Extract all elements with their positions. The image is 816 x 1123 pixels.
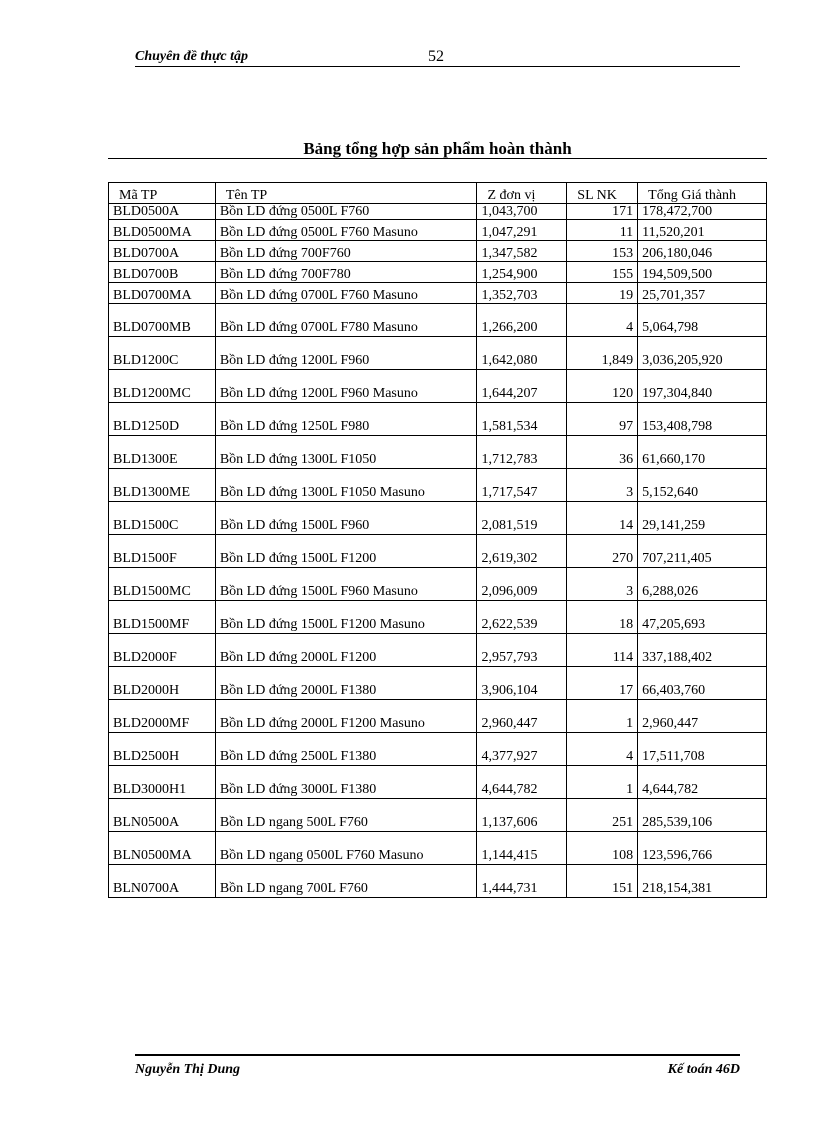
- cell-product-code: BLD1500MC: [109, 568, 216, 601]
- cell-total-cost: 178,472,700: [638, 204, 767, 220]
- cell-total-cost: 25,701,357: [638, 283, 767, 304]
- cell-product-name: Bồn LD đứng 0500L F760: [215, 204, 477, 220]
- table-row: [109, 204, 767, 220]
- column-header-code: Mã TP: [109, 183, 216, 204]
- column-header-total-cost: Tổng Giá thành: [638, 183, 767, 204]
- cell-total-cost: 2,960,447: [638, 700, 767, 733]
- cell-quantity: 270: [567, 535, 638, 568]
- cell-unit-cost: 1,352,703: [477, 283, 567, 304]
- cell-quantity: 151: [567, 865, 638, 898]
- cell-total-cost: 153,408,798: [638, 403, 767, 436]
- cell-quantity: 1: [567, 766, 638, 799]
- cell-total-cost: 337,188,402: [638, 634, 767, 667]
- cell-product-code: BLD1500MF: [109, 601, 216, 634]
- column-header-name: Tên TP: [215, 183, 477, 204]
- cell-product-name: Bồn LD đứng 2000L F1200: [215, 634, 477, 667]
- product-summary-table: [108, 182, 767, 898]
- cell-product-name: Bồn LD đứng 1300L F1050 Masuno: [215, 469, 477, 502]
- cell-product-name: Bồn LD đứng 0700L F760 Masuno: [215, 283, 477, 304]
- cell-product-code: BLN0500A: [109, 799, 216, 832]
- cell-product-code: BLD0700MA: [109, 283, 216, 304]
- table-row: [109, 304, 767, 337]
- class-name: Kế toán 46D: [667, 1062, 740, 1077]
- cell-product-name: Bồn LD đứng 1200L F960 Masuno: [215, 370, 477, 403]
- cell-product-code: BLD1500F: [109, 535, 216, 568]
- cell-quantity: 108: [567, 832, 638, 865]
- cell-quantity: 3: [567, 568, 638, 601]
- column-header-quantity: SL NK: [567, 183, 638, 204]
- table-row: [109, 502, 767, 535]
- cell-quantity: 1: [567, 700, 638, 733]
- cell-product-name: Bồn LD đứng 1500L F960 Masuno: [215, 568, 477, 601]
- cell-product-code: BLD1500C: [109, 502, 216, 535]
- cell-product-name: Bồn LD đứng 2000L F1380: [215, 667, 477, 700]
- cell-product-name: Bồn LD ngang 0500L F760 Masuno: [215, 832, 477, 865]
- table-header-row: [109, 183, 767, 204]
- cell-product-code: BLD0700MB: [109, 304, 216, 337]
- cell-product-code: BLD0700B: [109, 262, 216, 283]
- cell-total-cost: 6,288,026: [638, 568, 767, 601]
- table-row: [109, 766, 767, 799]
- cell-product-code: BLD2000F: [109, 634, 216, 667]
- cell-product-name: Bồn LD đứng 1300L F1050: [215, 436, 477, 469]
- cell-quantity: 3: [567, 469, 638, 502]
- cell-quantity: 114: [567, 634, 638, 667]
- cell-total-cost: 5,064,798: [638, 304, 767, 337]
- cell-unit-cost: 3,906,104: [477, 667, 567, 700]
- cell-quantity: 251: [567, 799, 638, 832]
- cell-product-name: Bồn LD đứng 0700L F780 Masuno: [215, 304, 477, 337]
- table-title: Bảng tổng hợp sản phẩm hoàn thành: [108, 139, 767, 159]
- cell-unit-cost: 2,096,009: [477, 568, 567, 601]
- cell-product-name: Bồn LD đứng 1500L F960: [215, 502, 477, 535]
- table-row: [109, 601, 767, 634]
- table-row: [109, 403, 767, 436]
- cell-unit-cost: 1,144,415: [477, 832, 567, 865]
- cell-product-name: Bồn LD đứng 0500L F760 Masuno: [215, 220, 477, 241]
- cell-total-cost: 707,211,405: [638, 535, 767, 568]
- cell-quantity: 36: [567, 436, 638, 469]
- cell-product-name: Bồn LD ngang 700L F760: [215, 865, 477, 898]
- cell-unit-cost: 1,266,200: [477, 304, 567, 337]
- cell-product-code: BLD2000MF: [109, 700, 216, 733]
- cell-product-code: BLD2500H: [109, 733, 216, 766]
- cell-product-name: Bồn LD đứng 1200L F960: [215, 337, 477, 370]
- cell-product-name: Bồn LD đứng 700F780: [215, 262, 477, 283]
- cell-total-cost: 5,152,640: [638, 469, 767, 502]
- cell-total-cost: 194,509,500: [638, 262, 767, 283]
- cell-total-cost: 3,036,205,920: [638, 337, 767, 370]
- cell-unit-cost: 1,047,291: [477, 220, 567, 241]
- table-row: [109, 799, 767, 832]
- table-row: [109, 568, 767, 601]
- cell-product-name: Bồn LD đứng 3000L F1380: [215, 766, 477, 799]
- table-row: [109, 865, 767, 898]
- cell-total-cost: 197,304,840: [638, 370, 767, 403]
- cell-quantity: 120: [567, 370, 638, 403]
- column-header-unit-cost: Z đơn vị: [477, 183, 567, 204]
- cell-quantity: 19: [567, 283, 638, 304]
- cell-total-cost: 47,205,693: [638, 601, 767, 634]
- table-row: [109, 436, 767, 469]
- cell-product-name: Bồn LD đứng 1250L F980: [215, 403, 477, 436]
- cell-product-name: Bồn LD đứng 2500L F1380: [215, 733, 477, 766]
- cell-quantity: 11: [567, 220, 638, 241]
- cell-unit-cost: 4,377,927: [477, 733, 567, 766]
- cell-product-code: BLD1300E: [109, 436, 216, 469]
- cell-total-cost: 4,644,782: [638, 766, 767, 799]
- cell-unit-cost: 1,347,582: [477, 241, 567, 262]
- cell-total-cost: 29,141,259: [638, 502, 767, 535]
- cell-unit-cost: 2,960,447: [477, 700, 567, 733]
- cell-product-code: BLD1200MC: [109, 370, 216, 403]
- cell-product-name: Bồn LD đứng 1500L F1200: [215, 535, 477, 568]
- cell-product-code: BLN0500MA: [109, 832, 216, 865]
- author-name: Nguyễn Thị Dung: [135, 1062, 241, 1077]
- table-row: [109, 634, 767, 667]
- cell-product-code: BLD1250D: [109, 403, 216, 436]
- cell-product-code: BLN0700A: [109, 865, 216, 898]
- cell-quantity: 171: [567, 204, 638, 220]
- cell-quantity: 1,849: [567, 337, 638, 370]
- cell-unit-cost: 1,254,900: [477, 262, 567, 283]
- cell-quantity: 4: [567, 304, 638, 337]
- cell-total-cost: 66,403,760: [638, 667, 767, 700]
- table-row: [109, 469, 767, 502]
- cell-product-name: Bồn LD đứng 2000L F1200 Masuno: [215, 700, 477, 733]
- table-row: [109, 667, 767, 700]
- table-row: [109, 832, 767, 865]
- cell-quantity: 17: [567, 667, 638, 700]
- cell-quantity: 4: [567, 733, 638, 766]
- header-title: Chuyên đề thực tập: [135, 49, 249, 64]
- table-row: [109, 220, 767, 241]
- table-row: [109, 700, 767, 733]
- cell-total-cost: 61,660,170: [638, 436, 767, 469]
- cell-unit-cost: 1,043,700: [477, 204, 567, 220]
- cell-unit-cost: 1,581,534: [477, 403, 567, 436]
- cell-quantity: 18: [567, 601, 638, 634]
- cell-unit-cost: 1,712,783: [477, 436, 567, 469]
- cell-quantity: 153: [567, 241, 638, 262]
- page-footer: [135, 1054, 740, 1078]
- table-row: [109, 535, 767, 568]
- cell-unit-cost: 4,644,782: [477, 766, 567, 799]
- cell-quantity: 155: [567, 262, 638, 283]
- cell-total-cost: 206,180,046: [638, 241, 767, 262]
- cell-quantity: 14: [567, 502, 638, 535]
- cell-unit-cost: 1,642,080: [477, 337, 567, 370]
- table-row: [109, 733, 767, 766]
- page-number: 52: [428, 48, 444, 65]
- cell-unit-cost: 2,619,302: [477, 535, 567, 568]
- cell-unit-cost: 2,081,519: [477, 502, 567, 535]
- cell-product-code: BLD1300ME: [109, 469, 216, 502]
- table-row: [109, 283, 767, 304]
- cell-product-code: BLD1200C: [109, 337, 216, 370]
- cell-unit-cost: 1,644,207: [477, 370, 567, 403]
- cell-quantity: 97: [567, 403, 638, 436]
- table-row: [109, 262, 767, 283]
- cell-total-cost: 123,596,766: [638, 832, 767, 865]
- cell-total-cost: 285,539,106: [638, 799, 767, 832]
- cell-total-cost: 11,520,201: [638, 220, 767, 241]
- cell-product-name: Bồn LD đứng 700F760: [215, 241, 477, 262]
- cell-unit-cost: 2,622,539: [477, 601, 567, 634]
- cell-total-cost: 17,511,708: [638, 733, 767, 766]
- cell-product-name: Bồn LD đứng 1500L F1200 Masuno: [215, 601, 477, 634]
- table-row: [109, 370, 767, 403]
- table-body: [109, 204, 767, 898]
- table-row: [109, 337, 767, 370]
- cell-product-code: BLD3000H1: [109, 766, 216, 799]
- cell-product-code: BLD0700A: [109, 241, 216, 262]
- cell-product-code: BLD0500A: [109, 204, 216, 220]
- cell-total-cost: 218,154,381: [638, 865, 767, 898]
- cell-unit-cost: 1,444,731: [477, 865, 567, 898]
- cell-product-code: BLD0500MA: [109, 220, 216, 241]
- cell-unit-cost: 1,137,606: [477, 799, 567, 832]
- table-row: [109, 241, 767, 262]
- cell-unit-cost: 2,957,793: [477, 634, 567, 667]
- cell-product-name: Bồn LD ngang 500L F760: [215, 799, 477, 832]
- cell-product-code: BLD2000H: [109, 667, 216, 700]
- cell-unit-cost: 1,717,547: [477, 469, 567, 502]
- page-header: [135, 48, 740, 67]
